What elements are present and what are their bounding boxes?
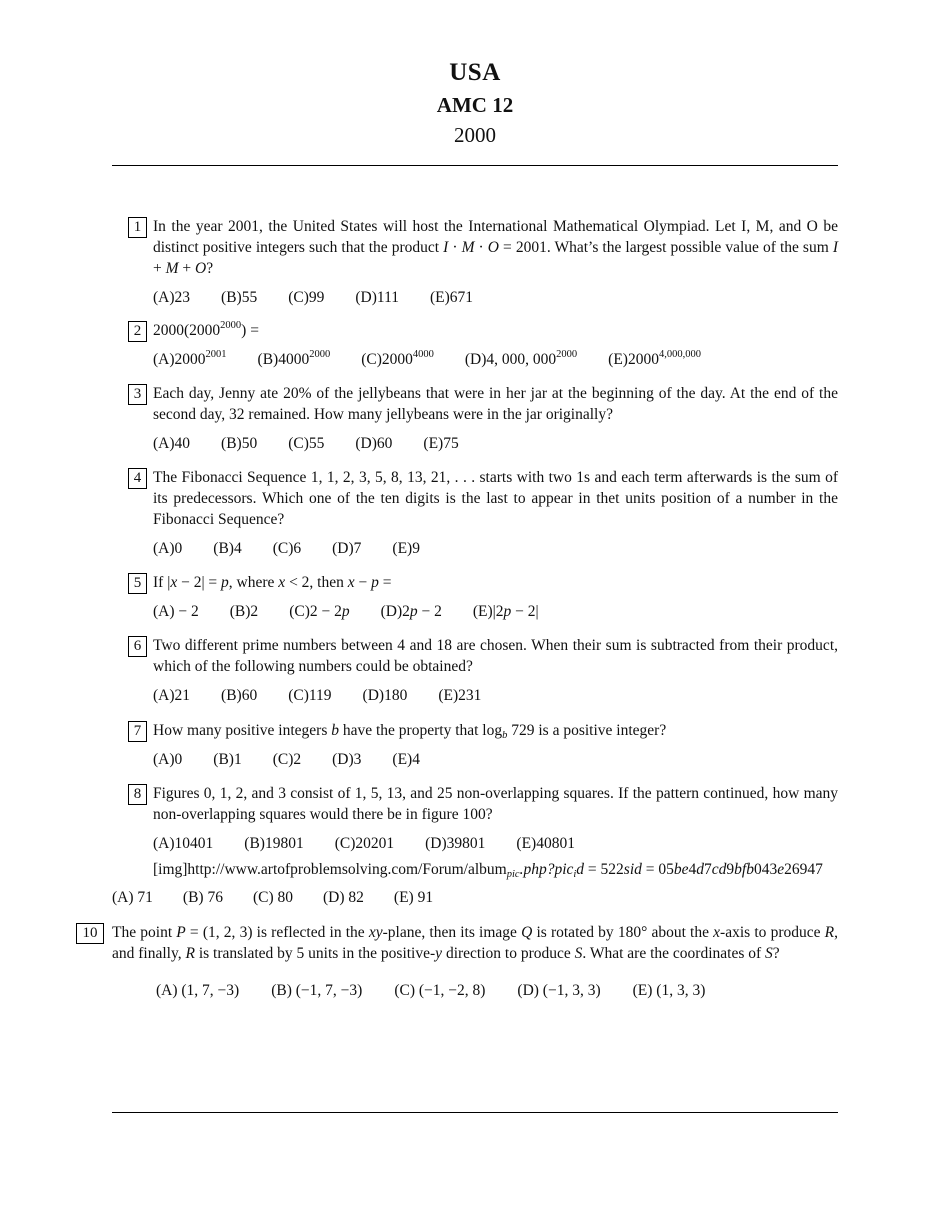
- choice-b[interactable]: $(B)4000^{2000}$: [257, 349, 331, 368]
- choice-e[interactable]: (E)4: [392, 751, 420, 768]
- answer-choices: [153, 601, 838, 623]
- choice-d[interactable]: (D)39801: [425, 835, 486, 852]
- choice-c[interactable]: (C)55: [288, 435, 325, 452]
- problem-text: Figures 0, 1, 2, and 3 consist of 1, 5, 13, and 25 non-overlapping squares. If the pattern continued, how many non-overlapping squares would there be in figure 100?: [153, 785, 838, 823]
- problem-text: $2000(2000^{2000})$ =: [153, 320, 259, 339]
- problem-7: [128, 720, 838, 771]
- problem-number: 3: [128, 384, 147, 405]
- choice-e[interactable]: (E)2000$^{4,000,000}$: [608, 349, 701, 368]
- choice-c[interactable]: (C)20201: [334, 835, 395, 852]
- choice-b[interactable]: (B)50: [221, 435, 258, 452]
- answer-choices: [153, 538, 838, 560]
- contest-year: 2000: [454, 123, 496, 147]
- choice-a[interactable]: $(A)2000^{2001}$: [153, 349, 227, 368]
- answer-choices: [153, 749, 838, 771]
- choice-d[interactable]: (D)4, 000, $000^{2000}$: [464, 349, 578, 368]
- choice-d[interactable]: (D) 82: [323, 889, 364, 906]
- choice-d[interactable]: (D)111: [355, 289, 399, 306]
- problem-4: [128, 467, 838, 560]
- problem-text: In the year 2001, the United States will host the International Mathematical Olympiad. Let I, M, and O be distinct positive integers such that the product I · M · O = 2001. What’s the largest possible value of the sum I + M + O?: [153, 218, 838, 277]
- choice-b[interactable]: (B) 76: [182, 889, 223, 906]
- header-divider: [112, 165, 838, 166]
- choice-c[interactable]: (C)6: [272, 540, 302, 557]
- choice-c[interactable]: $(C)2000^{4000}$: [361, 349, 434, 368]
- choice-a[interactable]: (A)23: [153, 289, 191, 306]
- choice-a[interactable]: (A)40: [153, 435, 191, 452]
- choice-d[interactable]: (D)3: [332, 751, 362, 768]
- answer-choices: [153, 833, 838, 855]
- choice-c[interactable]: (C)99: [288, 289, 325, 306]
- problem-text: Two different prime numbers between 4 and 18 are chosen. When their sum is subtracted from their product, which of the following numbers could be obtained?: [153, 637, 838, 675]
- problem-2: [128, 320, 838, 371]
- problem-number: 5: [128, 573, 147, 594]
- choice-e[interactable]: (E)|2p − 2|: [472, 603, 539, 620]
- choice-c[interactable]: (C)2: [272, 751, 302, 768]
- problem-number: 2: [128, 321, 147, 342]
- choice-e[interactable]: (E) 91: [393, 889, 434, 906]
- choice-b[interactable]: (B)1: [213, 751, 242, 768]
- problem-6: [128, 635, 838, 707]
- choice-a[interactable]: (A) (1, 7, −3): [156, 982, 240, 999]
- choice-e[interactable]: (E)40801: [516, 835, 575, 852]
- problem-text: The point P = (1, 2, 3) is reflected in the xy-plane, then its image Q is rotated by 180° about the x-axis to produce R, and finally, R is translated by 5 units in the positive-y direction to produce S. What are the coordinates of S?: [112, 924, 838, 962]
- choice-a[interactable]: (A) 71: [112, 889, 153, 906]
- choice-c[interactable]: (C)119: [288, 687, 332, 704]
- choice-b[interactable]: (B) (−1, 7, −3): [271, 982, 363, 999]
- choice-a[interactable]: (A)10401: [153, 835, 214, 852]
- problem-3: [128, 383, 838, 455]
- choice-b[interactable]: (B)4: [213, 540, 242, 557]
- answer-choices: [153, 685, 838, 707]
- choice-b[interactable]: (B)19801: [244, 835, 304, 852]
- problem-text: How many positive integers b have the property that $\log_b 729$ is a positive integer?: [153, 722, 667, 741]
- problem-text: Each day, Jenny ate 20% of the jellybeans that were in her jar at the beginning of the day. At the end of the second day, 32 remained. How many jellybeans were in the jar originally?: [153, 385, 838, 423]
- problem-text: The Fibonacci Sequence 1, 1, 2, 3, 5, 8, 13, 21, . . . starts with two 1s and each term afterwards is the sum of its predecessors. Which one of the ten digits is the last to appear in thet units position of a number in the Fibonacci Sequence?: [153, 469, 838, 528]
- choice-e[interactable]: (E) (1, 3, 3): [632, 982, 706, 999]
- footer-divider: [112, 1112, 838, 1113]
- answer-choices: [153, 349, 838, 371]
- choice-b[interactable]: (B)2: [229, 603, 259, 620]
- problem-number: 10: [76, 923, 104, 944]
- stray-answer-choices: [112, 887, 433, 909]
- choice-a[interactable]: (A)21: [153, 687, 191, 704]
- choice-e[interactable]: (E)231: [438, 687, 482, 704]
- choice-d[interactable]: (D)2p − 2: [380, 603, 442, 620]
- problem-text: If |x − 2| = p, where x < 2, then x − p =: [153, 574, 392, 591]
- choice-d[interactable]: (D)7: [332, 540, 362, 557]
- choice-c[interactable]: (C)2 − 2p: [289, 603, 350, 620]
- choice-d[interactable]: (D)60: [355, 435, 393, 452]
- choice-a[interactable]: (A) − 2: [153, 603, 199, 620]
- answer-choices: [156, 980, 838, 1002]
- choice-b[interactable]: (B)60: [221, 687, 258, 704]
- choice-a[interactable]: (A)0: [153, 751, 183, 768]
- problem-1: [128, 216, 838, 309]
- choice-c[interactable]: (C) 80: [252, 889, 293, 906]
- problem-number: 7: [128, 721, 147, 742]
- answer-choices: [153, 287, 838, 309]
- choice-d[interactable]: (D)180: [362, 687, 408, 704]
- document-header: [0, 58, 950, 150]
- contest-title: AMC 12: [436, 93, 514, 117]
- problem-number: 1: [128, 217, 147, 238]
- choice-a[interactable]: (A)0: [153, 540, 183, 557]
- choice-b[interactable]: (B)55: [221, 289, 258, 306]
- choice-e[interactable]: (E)75: [423, 435, 459, 452]
- choice-c[interactable]: (C) (−1, −2, 8): [394, 982, 486, 999]
- problem-number: 8: [128, 784, 147, 805]
- choice-e[interactable]: (E)671: [430, 289, 474, 306]
- problem-10: [76, 922, 838, 1002]
- choice-e[interactable]: (E)9: [392, 540, 420, 557]
- choice-d[interactable]: (D) (−1, 3, 3): [517, 982, 601, 999]
- answer-choices: [153, 433, 838, 455]
- country-title: USA: [449, 59, 501, 86]
- problem-8: [128, 783, 838, 881]
- problem-number: 6: [128, 636, 147, 657]
- image-link-text: [img]http://www.artofproblemsolving.com/Forum/album$_{pic}$.php?pic$_i$d = 522sid = 05be4d7cd9bfb043e26947: [153, 861, 823, 880]
- problem-5: [128, 572, 838, 623]
- problem-number: 4: [128, 468, 147, 489]
